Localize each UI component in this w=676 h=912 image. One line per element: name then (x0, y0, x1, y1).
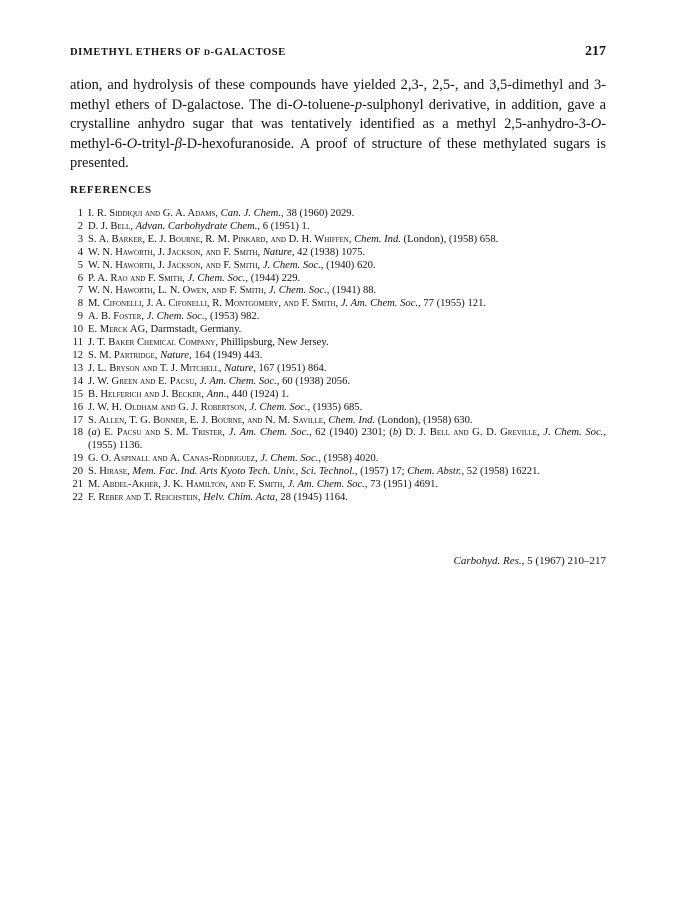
italic-text: J. Chem. Soc. (146, 311, 205, 323)
small-caps-text: E. Merck AG, (88, 324, 151, 336)
italic-text: Advan. Carbohydrate Chem. (135, 220, 258, 232)
small-caps-text: W. N. Haworth, L. N. Owen, and F. Smith, (88, 285, 269, 297)
italic-text: J. Am. Chem. Soc. (287, 479, 365, 491)
text-run: -hexofuranoside. A proof of structure of these methylated sugars is presented. (70, 135, 606, 172)
italic-text: J. Chem. Soc. (260, 453, 319, 465)
reference-number: 15 (72, 388, 83, 400)
italic-text: J. Am. Chem. Soc. (199, 375, 277, 387)
text-run: , 440 (1924) 1. (226, 388, 290, 400)
reference-item (70, 337, 606, 350)
text-run: (London), (1958) 630. (375, 414, 473, 426)
italic-text: O (292, 96, 303, 113)
small-caps-text: F. Reber and T. Reichstein, (88, 491, 204, 503)
italic-text: O (590, 116, 602, 133)
reference-item (70, 324, 606, 337)
text-run: , 60 (1938) 2056. (276, 375, 351, 387)
italic-text: Can. J. Chem. (220, 208, 281, 219)
text-run: , 164 (1949) 443. (189, 349, 263, 361)
reference-number: 20 (72, 466, 83, 478)
text-run: ) (398, 427, 406, 439)
reference-item (70, 285, 606, 298)
running-head (70, 44, 606, 64)
small-caps-text: A. B. Foster, (88, 311, 147, 323)
italic-text: Chem. Abstr. (407, 466, 462, 478)
small-caps-text: S. A. Barker, E. J. Bourne, R. M. Pinkard, and D. H. Whiffen, (88, 233, 355, 245)
text-run: , (1935) 685. (307, 401, 363, 413)
reference-number: 16 (72, 401, 83, 413)
italic-text: J. Am. Chem. Soc. (228, 427, 309, 439)
reference-number: 22 (72, 491, 83, 503)
reference-number: 17 (72, 414, 83, 426)
reference-item (70, 260, 606, 273)
reference-number: 5 (77, 259, 83, 271)
italic-text: b (392, 427, 399, 439)
reference-item (70, 415, 606, 428)
small-caps-text: S. M. Partridge, (88, 349, 161, 361)
text-run: , 73 (1951) 4691. (364, 479, 439, 491)
text-run: , 52 (1958) 16221. (461, 466, 541, 478)
small-caps-text: I. R. Siddiqui and G. A. Adams, (88, 208, 221, 219)
small-caps-text: J. T. Baker Chemical Company, (88, 337, 221, 349)
small-caps-text: E. Pacsu and S. M. Trister, (104, 427, 229, 439)
italic-text: a (91, 427, 97, 439)
reference-number: 21 (72, 479, 83, 491)
reference-item (70, 402, 606, 415)
reference-number: 8 (77, 298, 83, 310)
reference-item (70, 208, 606, 221)
small-caps-text: D. J. Bell, (88, 220, 136, 232)
reference-item (70, 247, 606, 260)
reference-item (70, 389, 606, 402)
text-run: ) (96, 427, 105, 439)
text-run: , 6 (1951) 1. (257, 220, 310, 232)
italic-text: p (354, 96, 363, 113)
text-run: , 77 (1955) 121. (418, 298, 487, 310)
small-caps-text: D (186, 135, 198, 152)
reference-item (70, 376, 606, 389)
small-caps-text: D (171, 96, 183, 113)
reference-number: 13 (72, 362, 83, 374)
reference-number: 3 (77, 233, 83, 245)
reference-number: 4 (77, 246, 83, 258)
text-run: , 167 (1951) 864. (253, 362, 327, 374)
italic-text: J. Am. Chem. Soc. (340, 298, 419, 310)
text-run: Darmstadt, Germany. (150, 324, 242, 336)
text-run: -toluene- (302, 96, 355, 113)
reference-number: 7 (77, 285, 83, 297)
italic-text: J. Chem. Soc. (543, 427, 604, 439)
reference-item (70, 427, 606, 453)
page-number: 217 (585, 44, 606, 59)
running-title: DIMETHYL ETHERS OF D-GALACTOSE (70, 47, 286, 58)
text-run: , (1940) 620. (320, 259, 376, 271)
reference-number: 12 (72, 349, 83, 361)
text-run: Phillipsburg, New Jersey. (220, 337, 329, 349)
text-run: ation, and hydrolysis of these compounds have yielded 2,3-, 2,5-, and 3,5-dimethyl and 3-methyl ethers of (70, 77, 606, 113)
reference-number: 11 (72, 337, 83, 349)
journal-name: Carbohyd. Res. (453, 555, 522, 567)
text-run: -methyl-6- (70, 116, 606, 152)
reference-list (70, 208, 606, 505)
text-run: -galactose. The di- (182, 96, 293, 113)
small-caps-text: S. Hirase, (88, 466, 133, 478)
body-paragraph (70, 76, 606, 174)
small-caps-text: P. A. Rao and F. Smith, (88, 272, 188, 284)
italic-text: Helv. Chim. Acta (203, 491, 276, 503)
reference-number: 19 (72, 453, 83, 465)
small-caps-text: W. N. Haworth, J. Jackson, and F. Smith, (88, 246, 263, 258)
reference-item (70, 350, 606, 363)
italic-text: O (126, 135, 138, 152)
reference-item (70, 273, 606, 286)
reference-number: 9 (77, 311, 83, 323)
text-run: , (1941) 88. (326, 285, 377, 297)
text-run: , 62 (1940) 2301; ( (308, 427, 393, 439)
reference-item (70, 221, 606, 234)
reference-item (70, 363, 606, 376)
reference-number: 18 (72, 427, 83, 439)
small-caps-text: D. J. Bell and G. D. Greville, (405, 427, 544, 439)
reference-item (70, 453, 606, 466)
reference-number: 14 (72, 375, 83, 387)
text-run: -sulphonyl derivative, in addition, gave a crystalline anhydro sugar that was tentatively identified as a methyl 2,5-anhydro-3- (70, 96, 606, 133)
text-run: (London), (1958) 658. (400, 233, 499, 245)
small-caps-text: B. Helferich and J. Becker, (88, 388, 207, 400)
small-caps-text: M. Cifonelli, J. A. Cifonelli, R. Montgomery, and F. Smith, (88, 298, 341, 310)
text-run: , 42 (1938) 1075. (291, 246, 366, 258)
italic-text: J. Chem. Soc. (262, 259, 321, 271)
small-caps-text: S. Allen, T. G. Bonner, E. J. Bourne, and N. M. Saville, (88, 414, 329, 426)
references-heading: REFERENCES (70, 184, 152, 196)
italic-text: Chem. Ind. (328, 414, 376, 426)
small-caps-text: G. O. Aspinall and A. Canas-Rodriguez, (88, 453, 261, 465)
reference-number: 6 (77, 272, 83, 284)
small-caps-text: J. L. Bryson and T. J. Mitchell, (88, 362, 225, 374)
text-run: , 28 (1945) 1164. (275, 491, 348, 503)
reference-item (70, 298, 606, 311)
italic-text: J. Chem. Soc. (249, 401, 308, 413)
text-run: , 38 (1960) 2029. (280, 208, 355, 219)
journal-volume-pages: , 5 (1967) 210–217 (521, 555, 606, 567)
text-run: ( (88, 427, 92, 439)
reference-item (70, 311, 606, 324)
italic-text: Nature (224, 362, 254, 374)
text-run: , (1957) 17; (354, 466, 408, 478)
italic-text: Mem. Fac. Ind. Arts Kyoto Tech. Univ., Sci. Technol. (132, 466, 355, 478)
journal-citation (454, 555, 606, 567)
text-run: -trityl- (137, 135, 175, 152)
italic-text: Nature (160, 349, 190, 361)
reference-number: 1 (77, 208, 83, 219)
italic-text: β (174, 135, 182, 152)
reference-item (70, 479, 606, 492)
reference-item (70, 492, 606, 505)
text-run: , (1953) 982. (204, 311, 260, 323)
reference-number: 2 (77, 220, 83, 232)
italic-text: Ann. (206, 388, 227, 400)
small-caps-text: M. Abdel-Akher, J. K. Hamilton, and F. Smith, (88, 479, 288, 491)
italic-text: Chem. Ind. (354, 233, 401, 245)
text-run: , (1955) 1136. (88, 427, 606, 452)
italic-text: J. Chem. Soc. (268, 285, 327, 297)
small-caps-text: J. W. H. Oldham and G. J. Robertson, (88, 401, 250, 413)
reference-number: 10 (72, 324, 83, 336)
text-run: , (1944) 229. (245, 272, 301, 284)
reference-item (70, 466, 606, 479)
small-caps-text: W. N. Haworth, J. Jackson, and F. Smith, (88, 259, 263, 271)
italic-text: J. Chem. Soc. (187, 272, 246, 284)
small-caps-text: J. W. Green and E. Pacsu, (88, 375, 200, 387)
text-run: - (181, 135, 187, 152)
reference-item (70, 234, 606, 247)
italic-text: Nature (262, 246, 292, 258)
text-run: , (1958) 4020. (318, 453, 379, 465)
